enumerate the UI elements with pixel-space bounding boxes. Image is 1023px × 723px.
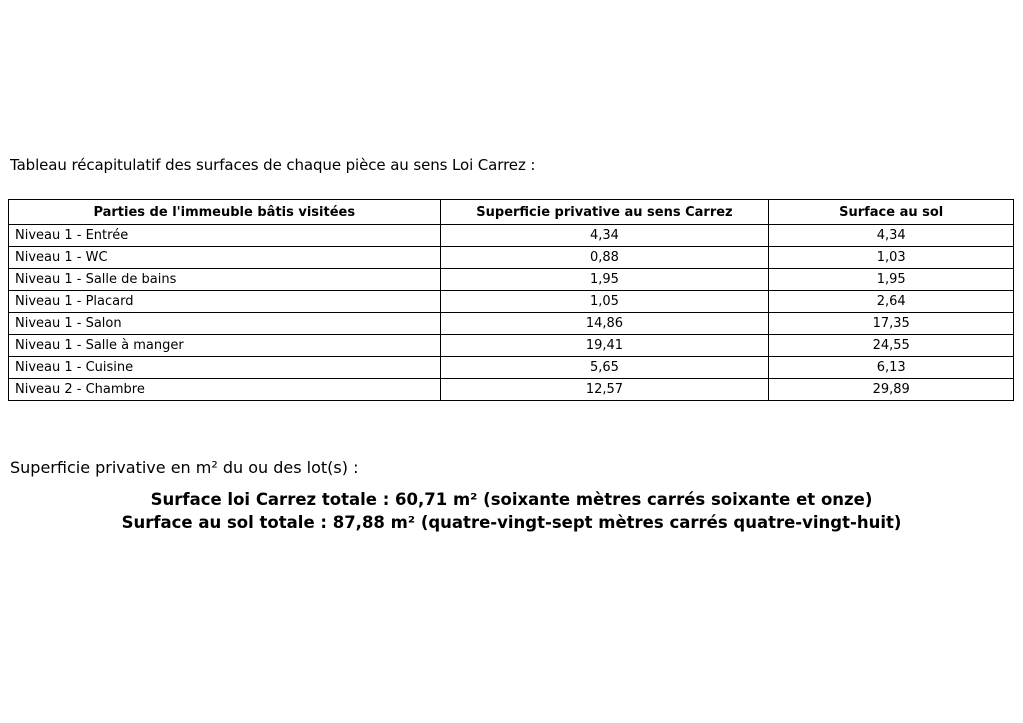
cell-sol: 17,35 (769, 313, 1014, 335)
carrez-total-line: Surface loi Carrez totale : 60,71 m² (soixante mètres carrés soixante et onze) (150, 490, 873, 509)
table-row (9, 225, 1014, 247)
table-caption: Tableau récapitulatif des surfaces de chaque pièce au sens Loi Carrez : (10, 156, 536, 174)
surfaces-table (8, 199, 1014, 401)
cell-carrez: 4,34 (440, 225, 769, 247)
table-row (9, 291, 1014, 313)
cell-sol: 29,89 (769, 379, 1014, 401)
cell-part: Niveau 1 - Salle de bains (9, 269, 441, 291)
cell-part: Niveau 1 - WC (9, 247, 441, 269)
table-row (9, 269, 1014, 291)
cell-sol: 24,55 (769, 335, 1014, 357)
cell-part: Niveau 1 - Placard (9, 291, 441, 313)
summary-label: Superficie privative en m² du ou des lot(s) : (10, 458, 359, 477)
column-header-superficie-carrez: Superficie privative au sens Carrez (440, 200, 769, 225)
cell-part: Niveau 1 - Salon (9, 313, 441, 335)
cell-carrez: 14,86 (440, 313, 769, 335)
cell-carrez: 19,41 (440, 335, 769, 357)
cell-carrez: 12,57 (440, 379, 769, 401)
cell-sol: 6,13 (769, 357, 1014, 379)
table-row (9, 313, 1014, 335)
totals-block (0, 488, 1023, 534)
table-row (9, 335, 1014, 357)
column-header-parties: Parties de l'immeuble bâtis visitées (9, 200, 441, 225)
cell-carrez: 1,05 (440, 291, 769, 313)
cell-part: Niveau 1 - Entrée (9, 225, 441, 247)
table-row (9, 379, 1014, 401)
cell-sol: 2,64 (769, 291, 1014, 313)
cell-sol: 1,95 (769, 269, 1014, 291)
cell-carrez: 1,95 (440, 269, 769, 291)
cell-sol: 1,03 (769, 247, 1014, 269)
column-header-surface-sol: Surface au sol (769, 200, 1014, 225)
cell-carrez: 5,65 (440, 357, 769, 379)
cell-part: Niveau 2 - Chambre (9, 379, 441, 401)
table-header-row (9, 200, 1014, 225)
cell-part: Niveau 1 - Salle à manger (9, 335, 441, 357)
table-row (9, 357, 1014, 379)
cell-carrez: 0,88 (440, 247, 769, 269)
cell-part: Niveau 1 - Cuisine (9, 357, 441, 379)
cell-sol: 4,34 (769, 225, 1014, 247)
sol-total-line: Surface au sol totale : 87,88 m² (quatre-vingt-sept mètres carrés quatre-vingt-huit) (121, 513, 902, 532)
table-row (9, 247, 1014, 269)
